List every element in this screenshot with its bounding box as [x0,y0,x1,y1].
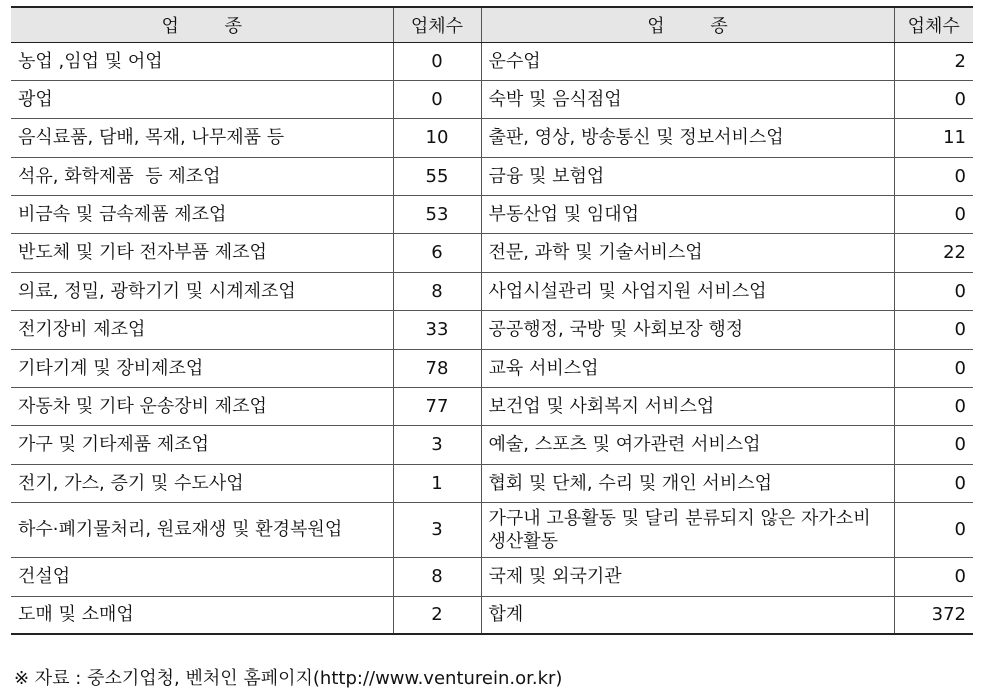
right-count-cell: 0 [894,388,973,426]
left-count-cell: 8 [393,272,481,310]
left-industry-cell: 비금속 및 금속제품 제조업 [11,196,393,234]
header-row [11,7,973,42]
right-industry-cell: 국제 및 외국기관 [481,558,894,596]
table-row [11,503,973,558]
table-row [11,42,973,80]
right-industry-cell: 금융 및 보험업 [481,157,894,195]
table-row [11,234,973,272]
right-count-cell: 0 [894,80,973,118]
table-row [11,311,973,349]
industry-count-table [11,6,973,635]
left-industry-cell: 기타기계 및 장비제조업 [11,349,393,387]
left-count-cell: 8 [393,558,481,596]
left-count-cell: 0 [393,80,481,118]
left-industry-cell: 도매 및 소매업 [11,596,393,634]
left-count-cell: 77 [393,388,481,426]
left-industry-cell: 농업 ,임업 및 어업 [11,42,393,80]
left-count-cell: 6 [393,234,481,272]
table-row [11,558,973,596]
right-count-cell: 0 [894,157,973,195]
right-count-cell: 11 [894,119,973,157]
table-row [11,464,973,502]
left-industry-cell: 반도체 및 기타 전자부품 제조업 [11,234,393,272]
table-row [11,272,973,310]
left-count-cell: 3 [393,503,481,558]
left-count-cell: 53 [393,196,481,234]
table-row [11,426,973,464]
header-count-right: 업체수 [894,7,973,42]
right-industry-cell: 공공행정, 국방 및 사회보장 행정 [481,311,894,349]
right-industry-cell: 전문, 과학 및 기술서비스업 [481,234,894,272]
left-industry-cell: 석유, 화학제품 등 제조업 [11,157,393,195]
right-industry-cell: 출판, 영상, 방송통신 및 정보서비스업 [481,119,894,157]
table-body [11,42,973,634]
table-row [11,196,973,234]
right-count-cell: 2 [894,42,973,80]
table-row [11,349,973,387]
left-count-cell: 0 [393,42,481,80]
right-count-cell: 0 [894,196,973,234]
right-count-cell: 0 [894,558,973,596]
right-industry-cell: 교육 서비스업 [481,349,894,387]
right-industry-cell: 운수업 [481,42,894,80]
left-count-cell: 78 [393,349,481,387]
table-row [11,80,973,118]
right-count-cell: 0 [894,503,973,558]
table-row [11,157,973,195]
left-industry-cell: 의료, 정밀, 광학기기 및 시계제조업 [11,272,393,310]
left-count-cell: 1 [393,464,481,502]
left-count-cell: 55 [393,157,481,195]
right-industry-cell: 보건업 및 사회복지 서비스업 [481,388,894,426]
right-industry-cell: 숙박 및 음식점업 [481,80,894,118]
header-count-left: 업체수 [393,7,481,42]
left-industry-cell: 전기, 가스, 증기 및 수도사업 [11,464,393,502]
right-industry-cell: 가구내 고용활동 및 달리 분류되지 않은 자가소비 생산활동 [481,503,894,558]
left-industry-cell: 전기장비 제조업 [11,311,393,349]
header-industry-right: 업 종 [481,7,894,42]
left-industry-cell: 하수·폐기물처리, 원료재생 및 환경복원업 [11,503,393,558]
source-footnote: ※ 자료 : 중소기업청, 벤처인 홈페이지(http://www.venturein.or.kr) [14,668,563,689]
right-count-cell: 0 [894,272,973,310]
right-count-cell: 0 [894,464,973,502]
left-industry-cell: 건설업 [11,558,393,596]
header-industry-left: 업 종 [11,7,393,42]
total-label-cell: 합계 [481,596,894,634]
left-count-cell: 10 [393,119,481,157]
table-row [11,119,973,157]
table-row [11,388,973,426]
right-industry-cell: 협회 및 단체, 수리 및 개인 서비스업 [481,464,894,502]
left-count-cell: 3 [393,426,481,464]
total-count-cell: 372 [894,596,973,634]
right-count-cell: 0 [894,349,973,387]
left-industry-cell: 가구 및 기타제품 제조업 [11,426,393,464]
left-count-cell: 33 [393,311,481,349]
right-industry-cell: 사업시설관리 및 사업지원 서비스업 [481,272,894,310]
left-industry-cell: 음식료품, 담배, 목재, 나무제품 등 [11,119,393,157]
table-row [11,596,973,634]
table-header [11,7,973,42]
right-industry-cell: 부동산업 및 임대업 [481,196,894,234]
left-industry-cell: 광업 [11,80,393,118]
right-count-cell: 22 [894,234,973,272]
left-count-cell: 2 [393,596,481,634]
right-count-cell: 0 [894,311,973,349]
right-count-cell: 0 [894,426,973,464]
right-industry-cell: 예술, 스포츠 및 여가관련 서비스업 [481,426,894,464]
left-industry-cell: 자동차 및 기타 운송장비 제조업 [11,388,393,426]
